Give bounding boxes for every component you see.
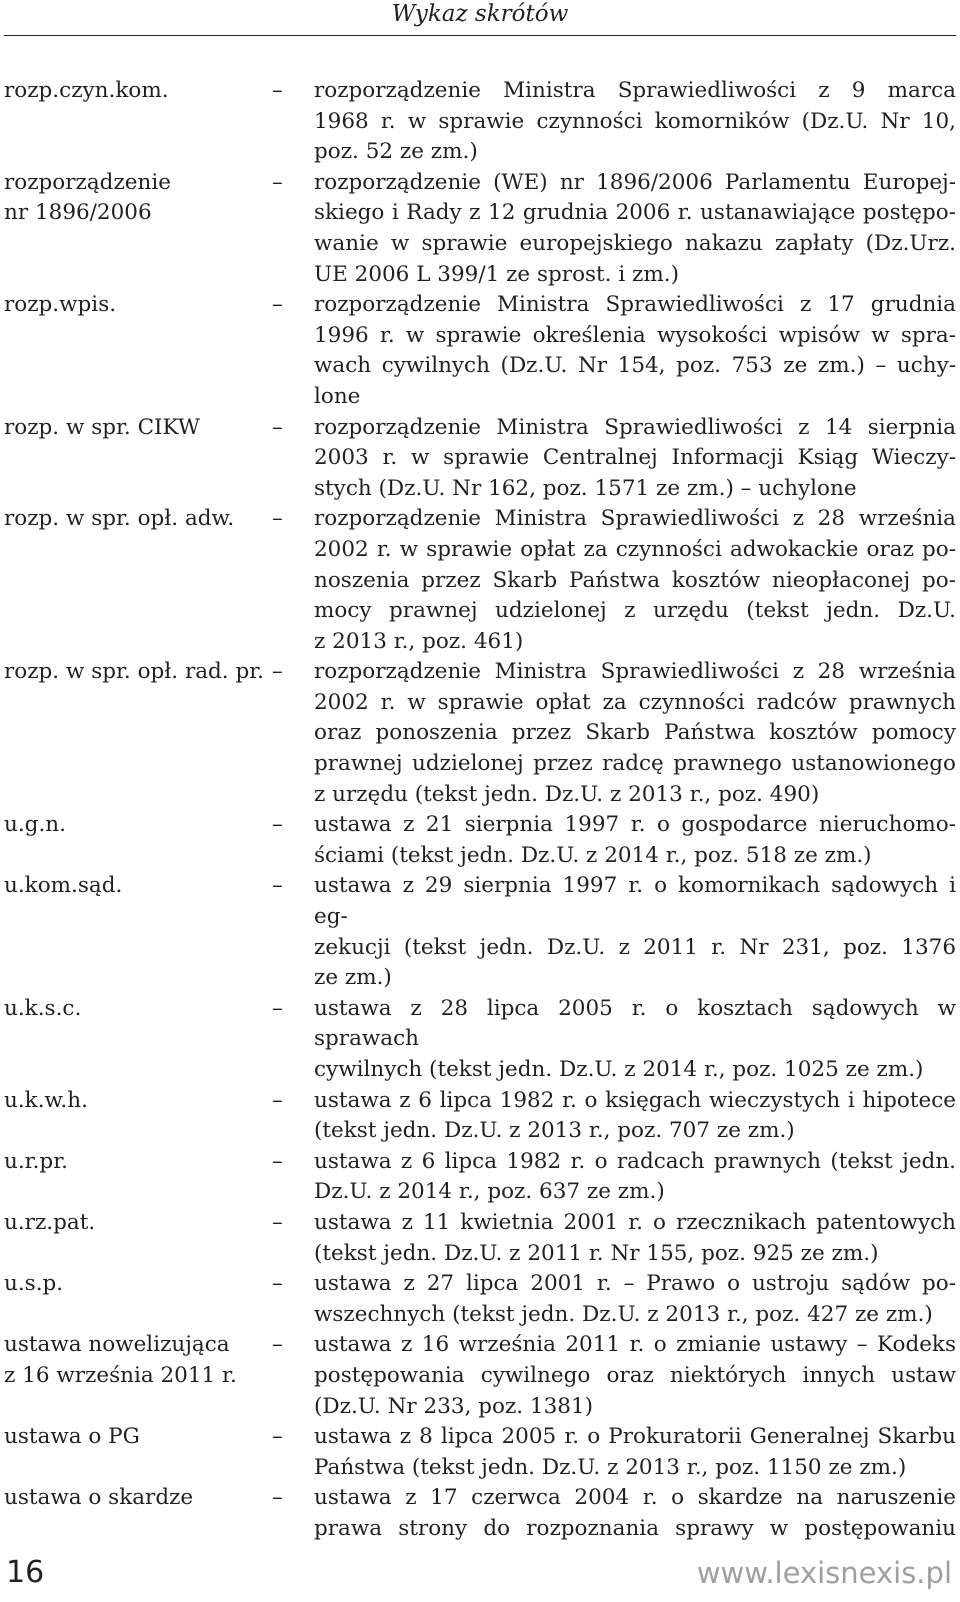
abbreviation-term: ustawa o skardze: [4, 1485, 194, 1511]
definition-line: ustawa z 21 sierpnia 1997 r. o gospodarce nieruchomo-: [314, 812, 956, 838]
header-rule: [4, 35, 956, 36]
abbreviation-entry: [4, 76, 956, 168]
definition-line: z 2013 r., poz. 461): [314, 628, 524, 654]
definition-line: prawa strony do rozpoznania sprawy w postępowaniu: [314, 1515, 956, 1541]
entry-dash: –: [272, 1087, 283, 1113]
definition-line: ściami (tekst jedn. Dz.U. z 2014 r., poz. 518 ze zm.): [314, 842, 872, 868]
abbreviation-term: rozp. w spr. CIKW: [4, 414, 200, 440]
definition-line: ustawa z 27 lipca 2001 r. – Prawo o ustroju sądów po-: [314, 1271, 956, 1297]
abbreviation-entry: [4, 1086, 956, 1147]
abbreviation-term: ustawa nowelizująca z 16 września 2011 r.: [4, 1332, 237, 1388]
definition-line: ustawa z 16 września 2011 r. o zmianie ustawy – Kodeks: [314, 1332, 956, 1358]
entry-dash: –: [272, 78, 283, 103]
definition-line: oraz ponoszenia przez Skarb Państwa kosztów pomocy: [314, 720, 956, 746]
abbreviation-entry: [4, 1483, 956, 1544]
definition-line: stych (Dz.U. Nr 162, poz. 1571 ze zm.) – uchylone: [314, 475, 857, 501]
definition-line: ustawa z 8 lipca 2005 r. o Prokuratorii Generalnej Skarbu: [314, 1424, 956, 1450]
definition-line: prawnej udzielonej przez radcę prawnego ustanowionego: [314, 751, 956, 777]
definition-line: ustawa z 29 sierpnia 1997 r. o komornikach sądowych i eg-: [314, 873, 956, 930]
abbreviation-term: u.kom.sąd.: [4, 873, 123, 899]
abbreviation-definition: [314, 1086, 956, 1147]
abbreviation-definition: [314, 1483, 956, 1544]
abbreviation-entry: [4, 168, 956, 290]
entry-dash: –: [272, 1209, 283, 1235]
definition-line: ustawa z 11 kwietnia 2001 r. o rzecznikach patentowych: [314, 1209, 956, 1235]
abbreviation-entry: [4, 413, 956, 505]
definition-line: rozporządzenie (WE) nr 1896/2006 Parlamentu Europej-: [314, 169, 956, 195]
abbreviation-entry: [4, 994, 956, 1086]
abbreviation-term: u.k.w.h.: [4, 1087, 88, 1113]
definition-line: wszechnych (tekst jedn. Dz.U. z 2013 r., poz. 427 ze zm.): [314, 1301, 933, 1327]
abbreviation-term: u.g.n.: [4, 812, 66, 838]
definition-line: 2002 r. w sprawie opłat za czynności adwokackie oraz po-: [314, 536, 956, 562]
definition-line: (tekst jedn. Dz.U. z 2013 r., poz. 707 ze zm.): [314, 1118, 795, 1144]
definition-line: ustawa z 17 czerwca 2004 r. o skardze na naruszenie: [314, 1485, 956, 1511]
abbreviation-entry: [4, 657, 956, 810]
entry-dash: –: [272, 292, 283, 318]
abbreviation-entry: [4, 871, 956, 993]
running-header: Wykaz skrótów: [391, 1, 569, 27]
definition-line: skiego i Rady z 12 grudnia 2006 r. ustanawiające postępo-: [314, 200, 956, 226]
definition-line: 2003 r. w sprawie Centralnej Informacji Ksiąg Wieczy-: [314, 445, 956, 471]
entry-dash: –: [272, 506, 283, 532]
definition-line: (Dz.U. Nr 233, poz. 1381): [314, 1393, 594, 1419]
definition-line: z urzędu (tekst jedn. Dz.U. z 2013 r., poz. 490): [314, 781, 820, 807]
definition-line: Państwa (tekst jedn. Dz.U. z 2013 r., poz. 1150 ze zm.): [314, 1454, 907, 1480]
abbreviation-term: u.r.pr.: [4, 1148, 68, 1174]
definition-line: wanie w sprawie europejskiego nakazu zapłaty (Dz.Urz.: [314, 230, 956, 256]
entry-dash: –: [272, 169, 283, 195]
abbreviation-term: rozp.wpis.: [4, 292, 117, 318]
definition-line: UE 2006 L 399/1 ze sprost. i zm.): [314, 261, 679, 287]
definition-line: rozporządzenie Ministra Sprawiedliwości z 14 sierpnia: [314, 414, 956, 440]
abbreviation-term: u.rz.pat.: [4, 1209, 96, 1235]
entry-dash: –: [272, 1485, 283, 1511]
definition-line: poz. 52 ze zm.): [314, 139, 478, 165]
publisher-website[interactable]: www.lexisnexis.pl: [696, 1556, 952, 1590]
abbreviation-entry: [4, 1208, 956, 1269]
abbreviation-definition: [314, 290, 956, 412]
abbreviation-term: rozp. w spr. opł. adw.: [4, 506, 235, 532]
abbreviation-definition: [314, 76, 956, 168]
abbreviation-definition: [314, 657, 956, 810]
abbreviation-term: u.s.p.: [4, 1271, 64, 1297]
abbreviation-entry: [4, 1422, 956, 1483]
definition-line: 1996 r. w sprawie określenia wysokości wpisów w spra-: [314, 322, 956, 348]
entry-dash: –: [272, 1424, 283, 1450]
abbreviation-definition: [314, 168, 956, 290]
abbreviation-definition: [314, 871, 956, 993]
definition-line: rozporządzenie Ministra Sprawiedliwości z 28 września: [314, 506, 956, 532]
abbreviation-definition: [314, 994, 956, 1086]
definition-line: lone: [314, 383, 361, 409]
abbreviation-entry: [4, 1269, 956, 1330]
definition-line: 1968 r. w sprawie czynności komorników (Dz.U. Nr 10,: [314, 108, 956, 134]
abbreviation-definition: [314, 1330, 956, 1422]
definition-line: (tekst jedn. Dz.U. z 2011 r. Nr 155, poz. 925 ze zm.): [314, 1240, 879, 1266]
definition-line: ustawa z 6 lipca 1982 r. o radcach prawnych (tekst jedn.: [314, 1148, 956, 1174]
abbreviation-definition: [314, 810, 956, 871]
definition-line: rozporządzenie Ministra Sprawiedliwości z 28 września: [314, 659, 956, 685]
abbreviation-term: ustawa o PG: [4, 1424, 140, 1450]
abbreviation-term: rozp.czyn.kom.: [4, 78, 169, 103]
abbreviation-definition: [314, 413, 956, 505]
entry-dash: –: [272, 414, 283, 440]
abbreviation-entry: [4, 504, 956, 657]
entry-dash: –: [272, 659, 283, 685]
definition-line: rozporządzenie Ministra Sprawiedliwości z 17 grudnia: [314, 292, 956, 318]
definition-line: Dz.U. z 2014 r., poz. 637 ze zm.): [314, 1179, 665, 1205]
abbreviation-definition: [314, 1147, 956, 1208]
definition-line: ze zm.): [314, 965, 392, 991]
definition-line: ustawa z 28 lipca 2005 r. o kosztach sądowych w sprawach: [314, 995, 956, 1052]
entry-dash: –: [272, 812, 283, 838]
definition-line: 2002 r. w sprawie opłat za czynności radców prawnych: [314, 689, 956, 715]
definition-line: postępowania cywilnego oraz niektórych innych ustaw: [314, 1362, 956, 1388]
entry-dash: –: [272, 873, 283, 899]
page-number: 16: [6, 1555, 45, 1590]
abbreviation-list: [4, 76, 956, 1545]
definition-line: wach cywilnych (Dz.U. Nr 154, poz. 753 ze zm.) – uchy-: [314, 353, 956, 379]
abbreviation-definition: [314, 1269, 956, 1330]
abbreviation-term: u.k.s.c.: [4, 995, 82, 1021]
abbreviation-definition: [314, 1208, 956, 1269]
abbreviation-definition: [314, 1422, 956, 1483]
entry-dash: –: [272, 1148, 283, 1174]
definition-line: mocy prawnej udzielonej z urzędu (tekst jedn. Dz.U.: [314, 598, 956, 624]
entry-dash: –: [272, 1271, 283, 1297]
entry-dash: –: [272, 995, 283, 1021]
definition-line: cywilnych (tekst jedn. Dz.U. z 2014 r., poz. 1025 ze zm.): [314, 1057, 924, 1082]
abbreviation-entry: [4, 1147, 956, 1208]
abbreviation-entry: [4, 1330, 956, 1422]
abbreviation-entry: [4, 810, 956, 871]
definition-line: noszenia przez Skarb Państwa kosztów nieopłaconej po-: [314, 567, 956, 593]
entry-dash: –: [272, 1332, 283, 1358]
definition-line: zekucji (tekst jedn. Dz.U. z 2011 r. Nr 231, poz. 1376: [314, 934, 956, 960]
abbreviation-term: rozporządzenie nr 1896/2006: [4, 169, 171, 226]
abbreviation-term: rozp. w spr. opł. rad. pr.: [4, 659, 264, 685]
definition-line: rozporządzenie Ministra Sprawiedliwości z 9 marca: [314, 78, 956, 103]
abbreviation-entry: [4, 290, 956, 412]
definition-line: ustawa z 6 lipca 1982 r. o księgach wieczystych i hipotece: [314, 1087, 956, 1113]
abbreviation-definition: [314, 504, 956, 657]
